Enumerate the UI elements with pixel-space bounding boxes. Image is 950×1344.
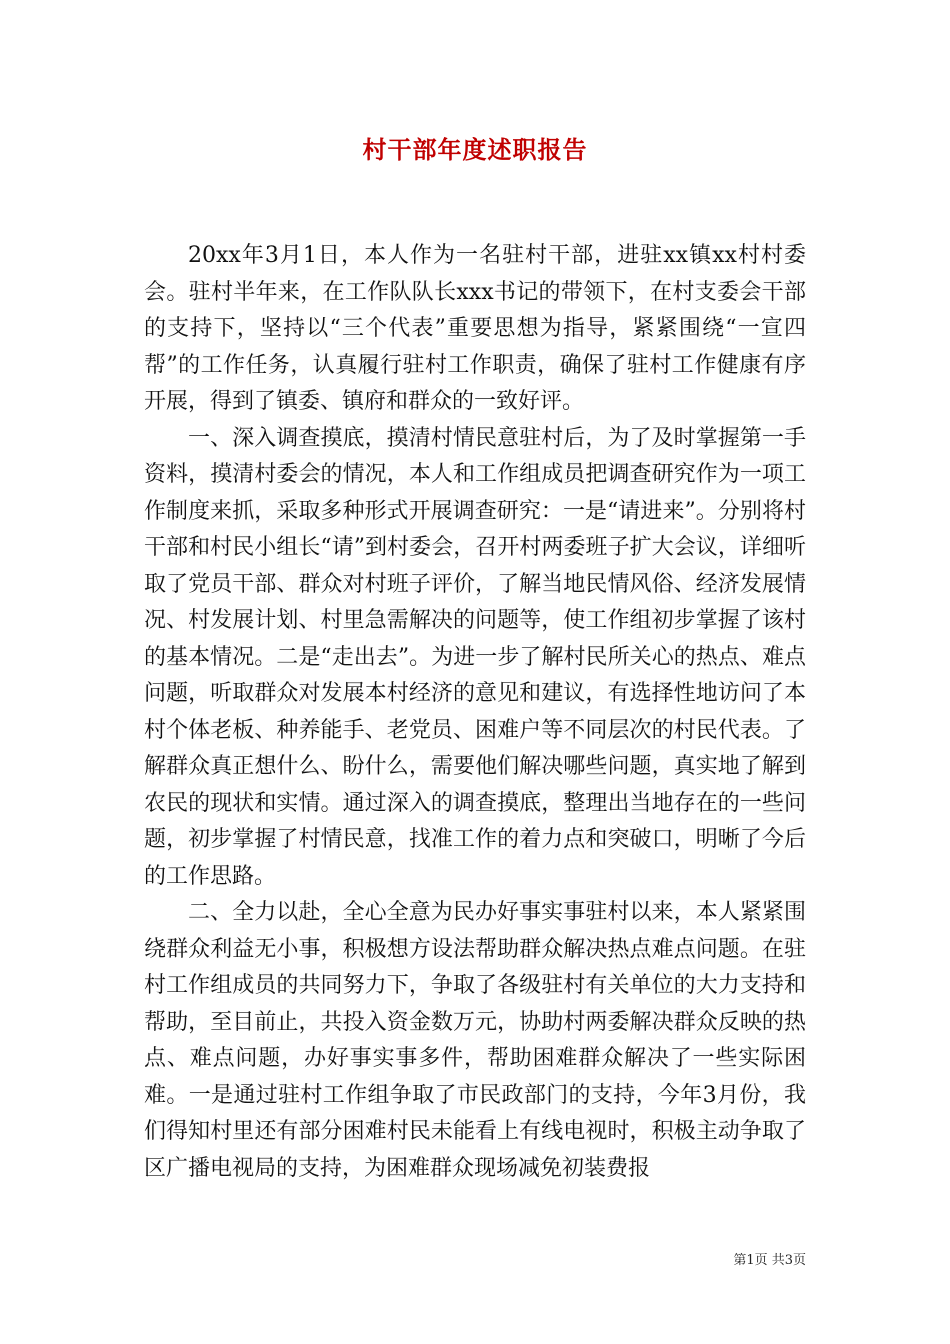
paragraph-section-2: 二、全力以赴，全心全意为民办好事实事驻村以来，本人紧紧围绕群众利益无小事，积极想方设法帮助群众解决热点难点问题。在驻村工作组成员的共同努力下，争取了各级驻村有关单位的大力支持和帮助，至目前止，共投入资金数万元，协助村两委解决群众反映的热点、难点问题，办好事实事多件，帮助困难群众解决了一些实际困难。一是通过驻村工作组争取了市民政部门的支持，今年3月份，我们得知村里还有部分困难村民未能看上有线电视时，积极主动争取了区广播电视局的支持，为困难群众现场减免初装费报 [144,900,806,1181]
paragraph-intro: 20xx年3月1日，本人作为一名驻村干部，进驻xx镇xx村村委会。驻村半年来，在工作队队长xxx书记的带领下，在村支委会干部的支持下，坚持以“三个代表”重要思想为指导，紧紧围绕“一宣四帮”的工作任务，认真履行驻村工作职责，确保了驻村工作健康有序开展，得到了镇委、镇府和群众的一致好评。 [144,243,806,414]
paragraph-section-1: 一、深入调查摸底，摸清村情民意驻村后，为了及时掌握第一手资料，摸清村委会的情况，本人和工作组成员把调查研究作为一项工作制度来抓，采取多种形式开展调查研究：一是“请进来”。分别将村干部和村民小组长“请”到村委会，召开村两委班子扩大会议，详细听取了党员干部、群众对村班子评价，了解当地民情风俗、经济发展情况、村发展计划、村里急需解决的问题等，使工作组初步掌握了该村的基本情况。二是“走出去”。为进一步了解村民所关心的热点、难点问题，听取群众对发展本村经济的意见和建议，有选择性地访问了本村个体老板、种养能手、老党员、困难户等不同层次的村民代表。了解群众真正想什么、盼什么，需要他们解决哪些问题，真实地了解到农民的现状和实情。通过深入的调查摸底，整理出当地存在的一些问题，初步掌握了村情民意，找准工作的着力点和突破口，明晰了今后的工作思路。 [144,425,806,889]
page-number: 第1页 共3页 [733,1253,806,1268]
document-body [144,238,806,1187]
document-title: 村干部年度述职报告 [362,135,588,164]
